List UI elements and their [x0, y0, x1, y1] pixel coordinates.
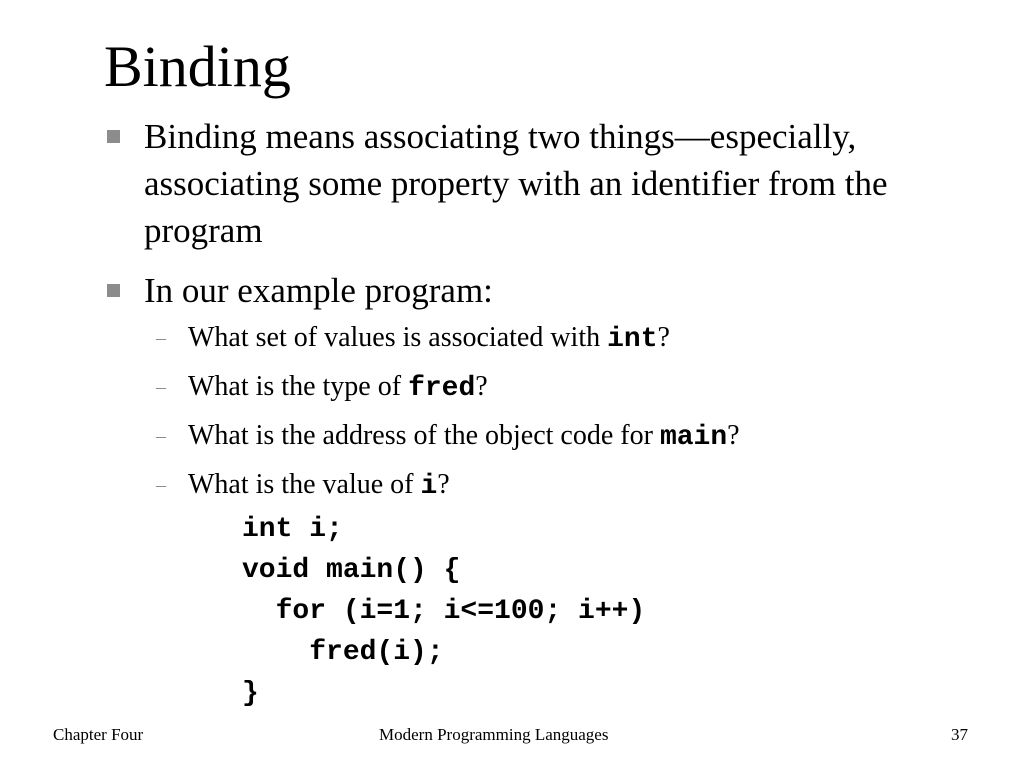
- sub-bullet-prefix: What is the type of: [188, 371, 409, 402]
- sub-bullet-item: [156, 418, 976, 456]
- dash-bullet-icon: –: [156, 327, 166, 349]
- slide-title: Binding: [104, 34, 291, 99]
- sub-bullet-suffix: ?: [437, 469, 450, 500]
- sub-bullet-prefix: What is the address of the object code for: [188, 420, 660, 451]
- sub-bullet-item: [156, 320, 976, 358]
- square-bullet-icon: [107, 284, 120, 297]
- bullet-text: In our example program:: [144, 271, 493, 310]
- dash-bullet-icon: –: [156, 425, 166, 447]
- code-block: [242, 509, 645, 714]
- code-line: int i;: [242, 514, 343, 545]
- sub-bullet-text: [188, 322, 670, 353]
- footer-course-title: Modern Programming Languages: [379, 725, 609, 744]
- sub-bullet-item: [156, 369, 976, 407]
- sub-bullet-item: [156, 467, 976, 505]
- code-line: void main() {: [242, 555, 461, 586]
- sub-bullet-text: [188, 420, 740, 451]
- inline-code: main: [659, 422, 728, 453]
- dash-bullet-icon: –: [156, 376, 166, 398]
- sub-bullet-prefix: What is the value of: [188, 469, 421, 500]
- sub-bullet-suffix: ?: [657, 322, 670, 353]
- sub-bullet-text: [188, 469, 450, 500]
- dash-bullet-icon: –: [156, 474, 166, 496]
- footer-chapter: Chapter Four: [53, 725, 144, 744]
- square-bullet-icon: [107, 130, 120, 143]
- inline-code: i: [420, 471, 438, 502]
- bullet-item: [104, 113, 984, 254]
- footer-page-number: 37: [951, 725, 968, 744]
- bullet-text: Binding means associating two things—especially, associating some property with an identifier from the program: [144, 117, 888, 250]
- sub-bullet-suffix: ?: [475, 371, 488, 402]
- inline-code: int: [607, 324, 658, 355]
- inline-code: fred: [408, 373, 476, 404]
- code-line: fred(i);: [242, 637, 444, 668]
- sub-bullet-suffix: ?: [727, 420, 740, 451]
- code-line: }: [242, 678, 259, 709]
- code-line: for (i=1; i<=100; i++): [242, 596, 646, 627]
- sub-bullet-text: [188, 371, 488, 402]
- bullet-item: [104, 267, 984, 314]
- sub-bullet-prefix: What set of values is associated with: [188, 322, 608, 353]
